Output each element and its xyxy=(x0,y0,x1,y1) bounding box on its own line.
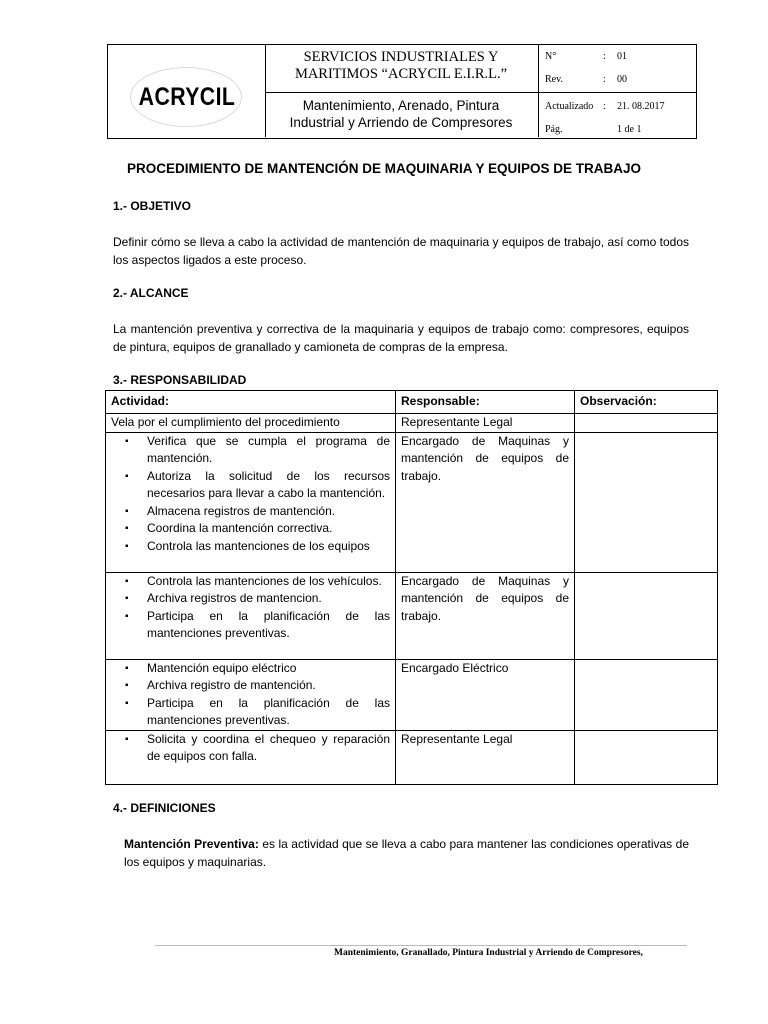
company-services xyxy=(266,97,536,131)
company-name-line1: SERVICIOS INDUSTRIALES Y xyxy=(303,49,499,65)
alcance-text: La mantención preventiva y correctiva de la maquinaria y equipos de trabajo como: compresores, equipos de pintura, equipos de granallado y camioneta de compras de la empresa. xyxy=(113,322,689,354)
table-row xyxy=(106,432,718,572)
meta-sep: : xyxy=(603,51,606,62)
meta-label: Pág. xyxy=(545,124,563,135)
list-item: ▪ Solicita y coordina el chequeo y reparación de equipos con falla. xyxy=(111,731,390,766)
list-item: ▪ Coordina la mantención correctiva. xyxy=(111,520,390,538)
section-heading-responsabilidad: 3.- RESPONSABILIDAD xyxy=(113,373,247,387)
footer-divider xyxy=(155,945,687,946)
section-heading-objetivo: 1.- OBJETIVO xyxy=(113,199,192,213)
list-item: ▪ Controla las mantenciones de los equipos xyxy=(111,538,390,556)
meta-value: 00 xyxy=(617,74,627,85)
services-line1: Mantenimiento, Arenado, Pintura xyxy=(302,98,500,113)
services-line2: Industrial y Arriendo de Compresores xyxy=(289,115,513,130)
observation-cell xyxy=(575,659,718,730)
responsible-cell: Representante Legal xyxy=(396,730,575,784)
meta-value: 1 de 1 xyxy=(617,124,642,135)
definicion-paragraph xyxy=(124,835,689,871)
meta-divider xyxy=(539,92,696,93)
activity-cell xyxy=(106,659,396,730)
list-item: ▪ Participa en la planificación de las mantenciones preventivas. xyxy=(111,608,390,643)
logo-cell xyxy=(108,45,266,137)
table-header-row xyxy=(106,391,718,414)
responsibility-table xyxy=(105,390,718,785)
meta-revision xyxy=(545,74,627,85)
activity-cell xyxy=(106,730,396,784)
observation-cell xyxy=(575,730,718,784)
observation-cell xyxy=(575,414,718,433)
activity-cell xyxy=(106,572,396,659)
meta-sep: : xyxy=(603,101,606,112)
objetivo-text: Definir cómo se lleva a cabo la actividad de mantención de maquinaria y equipos de trabajo, así como todos los aspectos ligados a este proceso. xyxy=(113,235,689,267)
activity-list xyxy=(111,660,390,730)
activity-list xyxy=(111,433,390,556)
table-row xyxy=(106,659,718,730)
header-responsible: Responsable: xyxy=(396,391,575,414)
company-name xyxy=(266,49,536,83)
document-meta xyxy=(539,45,696,137)
meta-value: 21. 08.2017 xyxy=(617,101,665,112)
meta-page xyxy=(545,124,641,135)
company-cell xyxy=(266,45,539,137)
meta-value: 01 xyxy=(617,51,627,62)
meta-label: Actualizado xyxy=(545,101,594,112)
activity-list xyxy=(111,731,390,766)
list-item: ▪ Archiva registro de mantención. xyxy=(111,677,390,695)
list-item: ▪ Archiva registros de mantencion. xyxy=(111,590,390,608)
responsible-cell: Encargado de Maquinas y mantención de equipos de trabajo. xyxy=(396,572,575,659)
list-item: ▪ Mantención equipo eléctrico xyxy=(111,660,390,678)
activity-list xyxy=(111,573,390,643)
document-title: PROCEDIMIENTO DE MANTENCIÓN DE MAQUINARIA Y EQUIPOS DE TRABAJO xyxy=(126,161,642,176)
meta-label: Rev. xyxy=(545,74,563,85)
activity-cell: Vela por el cumplimiento del procedimiento xyxy=(106,414,396,433)
meta-label: N° xyxy=(545,51,557,62)
meta-sep: : xyxy=(603,74,606,85)
section-heading-definiciones: 4.- DEFINICIONES xyxy=(113,801,216,815)
observation-cell xyxy=(575,432,718,572)
list-item: ▪ Verifica que se cumpla el programa de mantención. xyxy=(111,433,390,468)
list-item: ▪ Controla las mantenciones de los vehículos. xyxy=(111,573,390,591)
responsible-cell: Encargado Eléctrico xyxy=(396,659,575,730)
table-row xyxy=(106,414,718,433)
definicion-text: es la actividad que se lleva a cabo para mantener las condiciones operativas de los equipos y maquinarias. xyxy=(124,837,690,869)
table-row xyxy=(106,572,718,659)
meta-number xyxy=(545,51,627,62)
company-name-line2: MARITIMOS “ACRYCIL E.I.R.L.” xyxy=(294,66,508,82)
activity-cell xyxy=(106,432,396,572)
responsible-cell: Representante Legal xyxy=(396,414,575,433)
document-header xyxy=(107,44,697,139)
meta-updated xyxy=(545,101,665,112)
list-item: ▪ Almacena registros de mantención. xyxy=(111,503,390,521)
header-divider xyxy=(266,92,538,93)
definicion-term: Mantención Preventiva: xyxy=(124,837,259,851)
table-row xyxy=(106,730,718,784)
header-observation: Observación: xyxy=(575,391,718,414)
list-item: ▪ Autoriza la solicitud de los recursos necesarios para llevar a cabo la mantención. xyxy=(111,468,390,503)
responsible-cell: Encargado de Maquinas y mantención de equipos de trabajo. xyxy=(396,432,575,572)
footer-text: Mantenimiento, Granallado, Pintura Industrial y Arriendo de Compresores, xyxy=(334,948,643,958)
list-item: ▪ Participa en la planificación de las mantenciones preventivas. xyxy=(111,695,390,730)
observation-cell xyxy=(575,572,718,659)
company-logo: ACRYCIL xyxy=(138,83,236,111)
header-activity: Actividad: xyxy=(106,391,396,414)
section-heading-alcance: 2.- ALCANCE xyxy=(113,286,189,300)
